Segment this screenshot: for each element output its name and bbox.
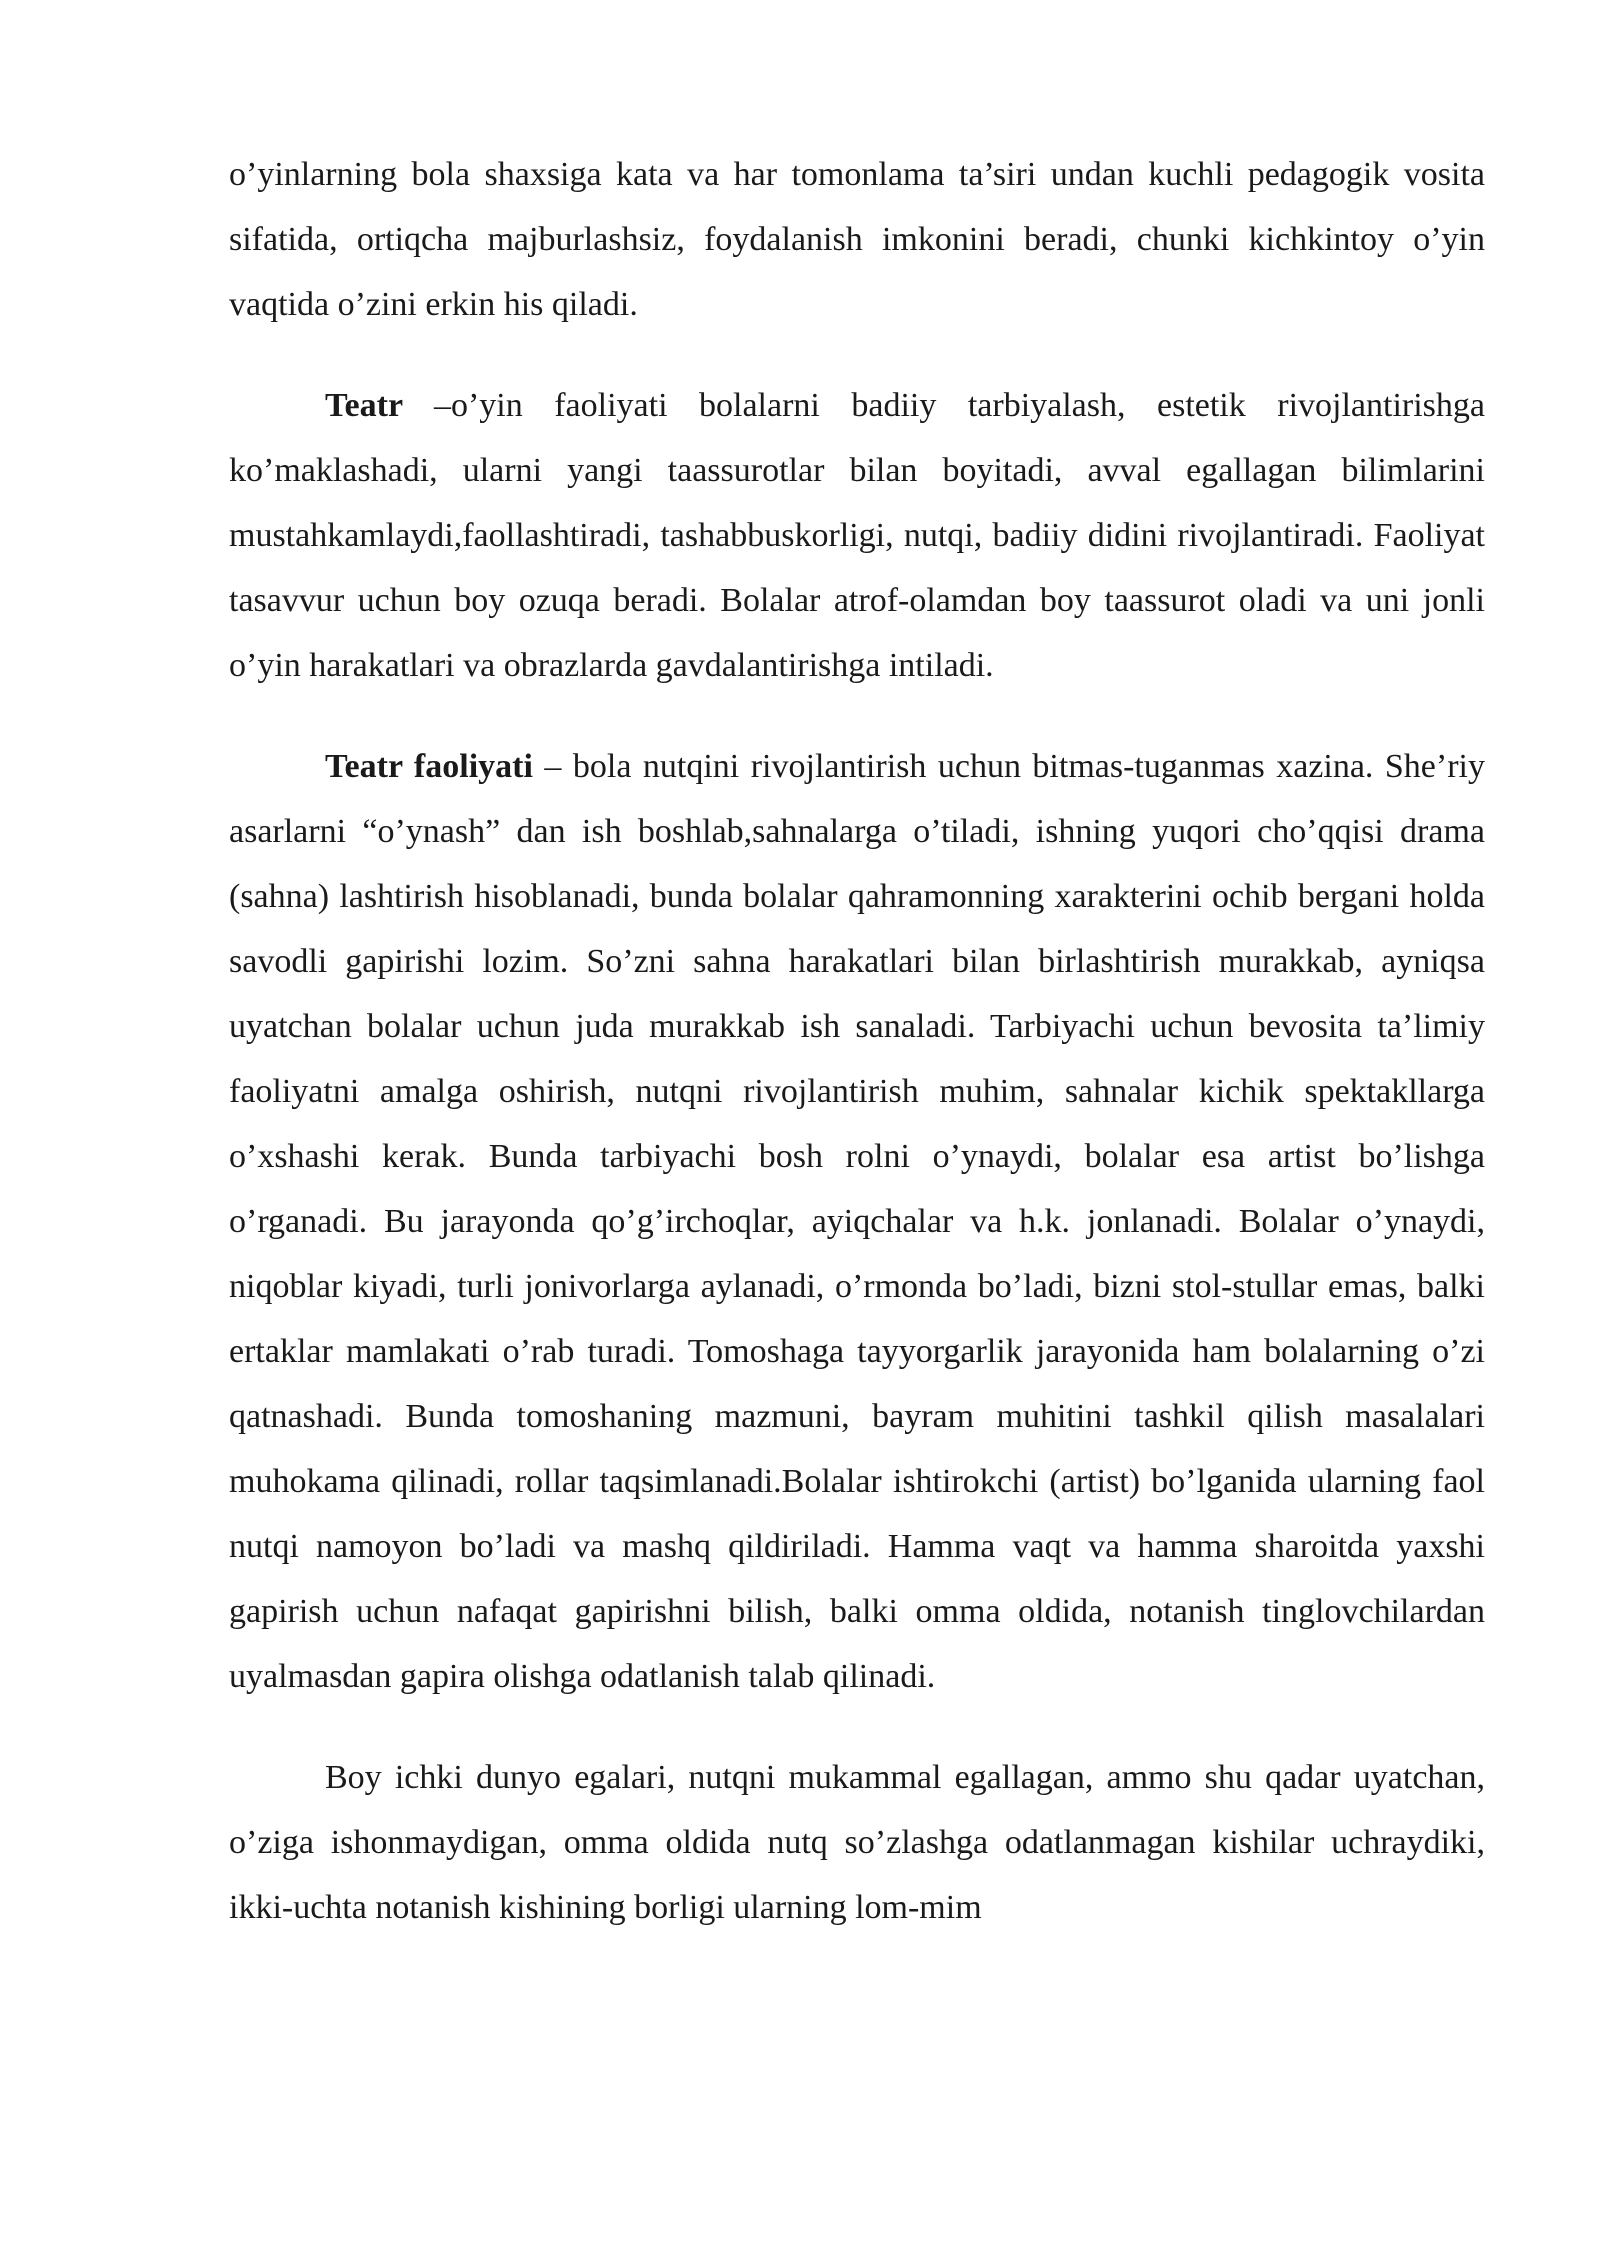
paragraph-continuation [229, 142, 1485, 337]
paragraph-teatr-oyin [229, 373, 1485, 698]
paragraph-boy-ichki-dunyo [229, 1745, 1485, 1940]
paragraph-heading-bold: Teatr faoliyati [325, 748, 533, 785]
paragraph-text: –o’yin faoliyati bolalarni badiiy tarbiyalash, estetik rivojlantirishga ko’maklashadi, ularni yangi taassurotlar bilan boyitadi, avval egallagan bilimlarini mustahkamlaydi,faollashtiradi, tashabbuskorligi, nutqi, badiiy didini rivojlantiradi. Faoliyat tasavvur uchun boy ozuqa beradi. Bolalar atrof-olamdan boy taassurot oladi va uni jonli o’yin harakatlari va obrazlarda gavdalantirishga intiladi. [229, 387, 1485, 684]
paragraph-text: Boy ichki dunyo egalari, nutqni mukammal egallagan, ammo shu qadar uyatchan, o’ziga ishonmaydigan, omma oldida nutq so’zlashga odatlanmagan kishilar uchraydiki, ikki-uchta notanish kishining borligi ularning lom-mim [229, 1759, 1485, 1926]
paragraph-heading-bold: Teatr [325, 387, 434, 424]
paragraph-teatr-faoliyati [229, 734, 1485, 1709]
paragraph-text: – bola nutqini rivojlantirish uchun bitmas-tuganmas xazina. She’riy asarlarni “o’ynash” dan ish boshlab,sahnalarga o’tiladi, ishning yuqori cho’qqisi drama (sahna) lashtirish hisoblanadi, bunda bolalar qahramonning xarakterini ochib bergani holda savodli gapirishi lozim. So’zni sahna harakatlari bilan birlashtirish murakkab, ayniqsa uyatchan bolalar uchun juda murakkab ish sanaladi. Tarbiyachi uchun bevosita ta’limiy faoliyatni amalga oshirish, nutqni rivojlantirish muhim, sahnalar kichik spektakllarga o’xshashi kerak. Bunda tarbiyachi bosh rolni o’ynaydi, bolalar esa artist bo’lishga o’rganadi. Bu jarayonda qo’g’irchoqlar, ayiqchalar va h.k. jonlanadi. Bolalar o’ynaydi, niqoblar kiyadi, turli jonivorlarga aylanadi, o’rmonda bo’ladi, bizni stol-stullar emas, balki ertaklar mamlakati o’rab turadi. Tomoshaga tayyorgarlik jarayonida ham bolalarning o’zi qatnashadi. Bunda tomoshaning mazmuni, bayram muhitini tashkil qilish masalalari muhokama qilinadi, rollar taqsimlanadi.Bolalar ishtirokchi (artist) bo’lganida ularning faol nutqi namoyon bo’ladi va mashq qildiriladi. Hamma vaqt va hamma sharoitda yaxshi gapirish uchun nafaqat gapirishni bilish, balki omma oldida, notanish tinglovchilardan uyalmasdan gapira olishga odatlanish talab qilinadi. [229, 748, 1485, 1695]
paragraph-text: o’yinlarning bola shaxsiga kata va har tomonlama ta’siri undan kuchli pedagogik vosita sifatida, ortiqcha majburlashsiz, foydalanish imkonini beradi, chunki kichkintoy o’yin vaqtida o’zini erkin his qiladi. [229, 156, 1485, 323]
document-body [229, 142, 1485, 1976]
